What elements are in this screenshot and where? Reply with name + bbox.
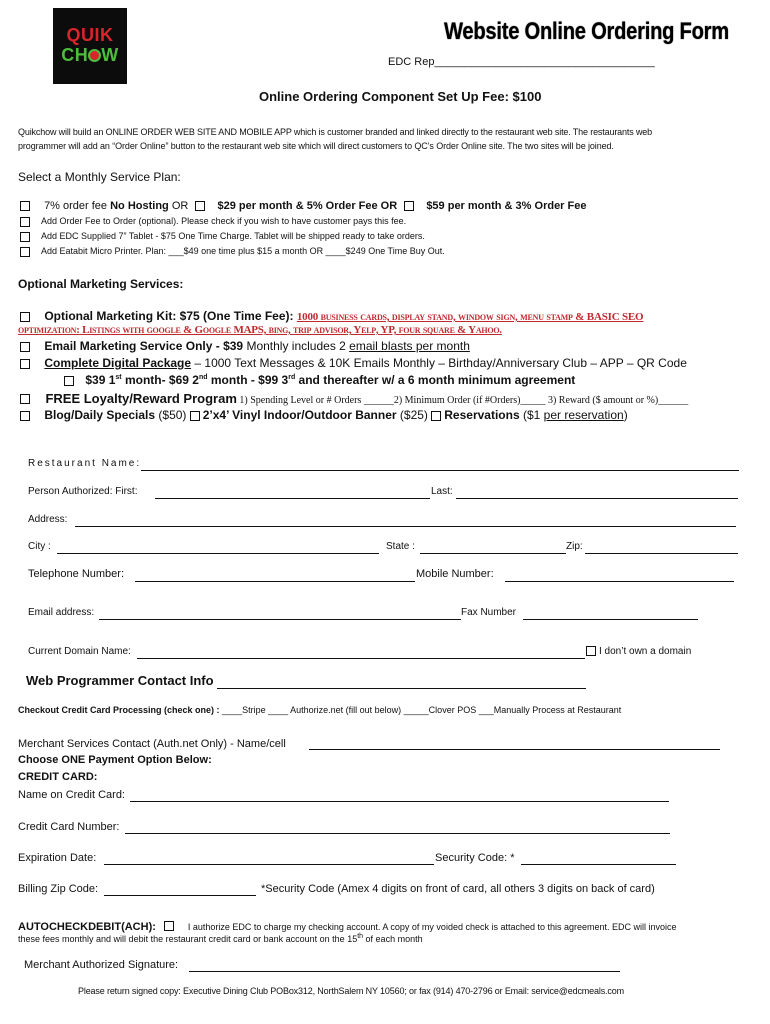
email-field[interactable] xyxy=(99,619,461,620)
signature-field[interactable] xyxy=(189,971,620,972)
person-last-label: Last: xyxy=(431,486,453,497)
plan-59-checkbox[interactable] xyxy=(404,201,414,211)
tablet-checkbox[interactable] xyxy=(20,232,30,242)
city-label: City : xyxy=(28,541,51,552)
name-on-card-field[interactable] xyxy=(130,801,669,802)
address-label: Address: xyxy=(28,514,68,525)
web-programmer-heading: Web Programmer Contact Info xyxy=(26,673,214,688)
no-domain-checkbox[interactable] xyxy=(586,646,596,656)
card-number-label: Credit Card Number: xyxy=(18,821,120,833)
payment-choose-heading: Choose ONE Payment Option Below: xyxy=(18,754,212,766)
card-number-field[interactable] xyxy=(125,833,670,834)
marketing-kit-checkbox[interactable] xyxy=(20,312,30,322)
no-hosting-checkbox[interactable] xyxy=(20,201,30,211)
marketing-heading: Optional Marketing Services: xyxy=(18,277,184,291)
address-field[interactable] xyxy=(75,526,736,527)
state-field[interactable] xyxy=(420,553,566,554)
form-title: Website Online Ordering Form xyxy=(444,18,729,45)
printer-checkbox[interactable] xyxy=(20,247,30,257)
tablet-option: Add EDC Supplied 7” Tablet - $75 One Time Charge. Tablet will be shipped ready to take orders. xyxy=(20,231,425,242)
order-fee-option: Add Order Fee to Order (optional). Please check if you wish to have customer pays this fee. xyxy=(20,216,406,227)
telephone-field[interactable] xyxy=(135,581,415,582)
email-marketing-checkbox[interactable] xyxy=(20,342,30,352)
web-programmer-field[interactable] xyxy=(217,688,586,689)
logo-o-icon xyxy=(88,49,101,62)
digital-pricing-row: $39 1st month- $69 2nd month - $99 3rd and thereafter w/ a 6 month minimum agreement xyxy=(64,373,575,387)
intro-line-1: Quikchow will build an ONLINE ORDER WEB SITE AND MOBILE APP which is customer branded and linked directly to the restaurant web site. The restaurants web xyxy=(18,127,653,137)
marketing-kit-detail: optimization: Listings with google & Google MAPS, bing, trip advisor, Yelp, YP, four square & Yahoo. xyxy=(18,324,502,336)
security-code-field[interactable] xyxy=(521,864,676,865)
blog-banner-reservations-row: Blog/Daily Specials ($50) 2’x4’ Vinyl Indoor/Outdoor Banner ($25) Reservations ($1 per reservation) xyxy=(20,408,628,422)
person-first-label: Person Authorized: First: xyxy=(28,486,138,497)
merchant-contact-label: Merchant Services Contact (Auth.net Only) - Name/cell xyxy=(18,738,286,750)
autodebit-checkbox[interactable] xyxy=(164,921,174,931)
email-label: Email address: xyxy=(28,607,95,618)
city-field[interactable] xyxy=(57,553,379,554)
reservations-checkbox[interactable] xyxy=(431,411,441,421)
digital-pricing-checkbox[interactable] xyxy=(64,376,74,386)
logo-line-2: CH W xyxy=(61,45,119,65)
fax-field[interactable] xyxy=(523,619,698,620)
merchant-contact-field[interactable] xyxy=(309,749,720,750)
loyalty-row: FREE Loyalty/Reward Program 1) Spending Level or # Orders ______2) Minimum Order (if #Orders)_____ 3) Reward ($ amount or %)______ xyxy=(20,390,688,408)
printer-option: Add Eatabit Micro Printer. Plan: ___$49 one time plus $15 a month OR ____$249 One Time Buy Out. xyxy=(20,246,445,257)
mobile-label: Mobile Number: xyxy=(416,568,494,580)
footer-return-info: Please return signed copy: Executive Dining Club POBox312, NorthSalem NY 10560; or fax (914) 470-2796 or Email: service@edcmeals.com xyxy=(78,986,624,996)
checkout-row: Checkout Credit Card Processing (check one) : ____Stripe ____ Authorize.net (fill out below) _____Clover POS ___Manually Process at Restaurant xyxy=(18,705,622,715)
security-code-label: Security Code: * xyxy=(435,852,515,864)
billing-zip-field[interactable] xyxy=(104,895,256,896)
no-domain-option: I don’t own a domain xyxy=(586,646,691,657)
digital-package-row: Complete Digital Package – 1000 Text Messages & 10K Emails Monthly – Birthday/Anniversary Club – APP – QR Code xyxy=(20,356,687,370)
telephone-label: Telephone Number: xyxy=(28,568,125,580)
domain-field[interactable] xyxy=(137,658,585,659)
first-name-field[interactable] xyxy=(155,498,430,499)
edc-rep-field[interactable]: EDC Rep____________________________________ xyxy=(388,56,655,68)
plan-option-row: 7% order fee No Hosting OR $29 per month & 5% Order Fee OR $59 per month & 3% Order Fee xyxy=(20,200,586,212)
last-name-field[interactable] xyxy=(456,498,738,499)
zip-field[interactable] xyxy=(585,553,738,554)
marketing-kit-row: Optional Marketing Kit: $75 (One Time Fee): 1000 business cards, display stand, window sign, menu stamp & BASIC SEO xyxy=(20,309,643,323)
setup-fee-heading: Online Ordering Component Set Up Fee: $100 xyxy=(259,89,542,104)
zip-label: Zip: xyxy=(566,541,583,552)
credit-card-heading: CREDIT CARD: xyxy=(18,771,98,783)
restaurant-name-label: Restaurant Name: xyxy=(28,458,142,469)
mobile-field[interactable] xyxy=(505,581,734,582)
domain-label: Current Domain Name: xyxy=(28,646,131,657)
billing-zip-label: Billing Zip Code: xyxy=(18,883,99,895)
banner-checkbox[interactable] xyxy=(190,411,200,421)
signature-label: Merchant Authorized Signature: xyxy=(24,959,179,971)
name-on-card-label: Name on Credit Card: xyxy=(18,789,125,801)
plan-29-checkbox[interactable] xyxy=(195,201,205,211)
state-label: State : xyxy=(386,541,415,552)
expiration-field[interactable] xyxy=(104,864,434,865)
digital-package-checkbox[interactable] xyxy=(20,359,30,369)
loyalty-checkbox[interactable] xyxy=(20,394,30,404)
quikchow-logo xyxy=(53,8,127,84)
logo-line-1: QUIK xyxy=(66,25,114,45)
security-code-note: *Security Code (Amex 4 digits on front of card, all others 3 digits on back of card) xyxy=(261,883,655,895)
service-plan-heading: Select a Monthly Service Plan: xyxy=(18,170,181,184)
restaurant-name-field[interactable] xyxy=(141,470,739,471)
blog-checkbox[interactable] xyxy=(20,411,30,421)
order-fee-checkbox[interactable] xyxy=(20,217,30,227)
email-marketing-row: Email Marketing Service Only - $39 Monthly includes 2 email blasts per month xyxy=(20,339,470,353)
expiration-label: Expiration Date: xyxy=(18,852,97,864)
autodebit-row: AUTOCHECKDEBIT(ACH): I authorize EDC to charge my checking account. A copy of my voided check is attached to this agreement. EDC will invoice xyxy=(18,921,677,933)
fax-label: Fax Number xyxy=(461,607,517,618)
autodebit-line-2: these fees monthly and will debit the restaurant credit card or bank account on the 15th of each month xyxy=(18,933,423,944)
intro-line-2: programmer will add an “Order Online” button to the restaurant web site which will direct customers to QC’s Order Online site. The two sites will be joined. xyxy=(18,141,614,151)
